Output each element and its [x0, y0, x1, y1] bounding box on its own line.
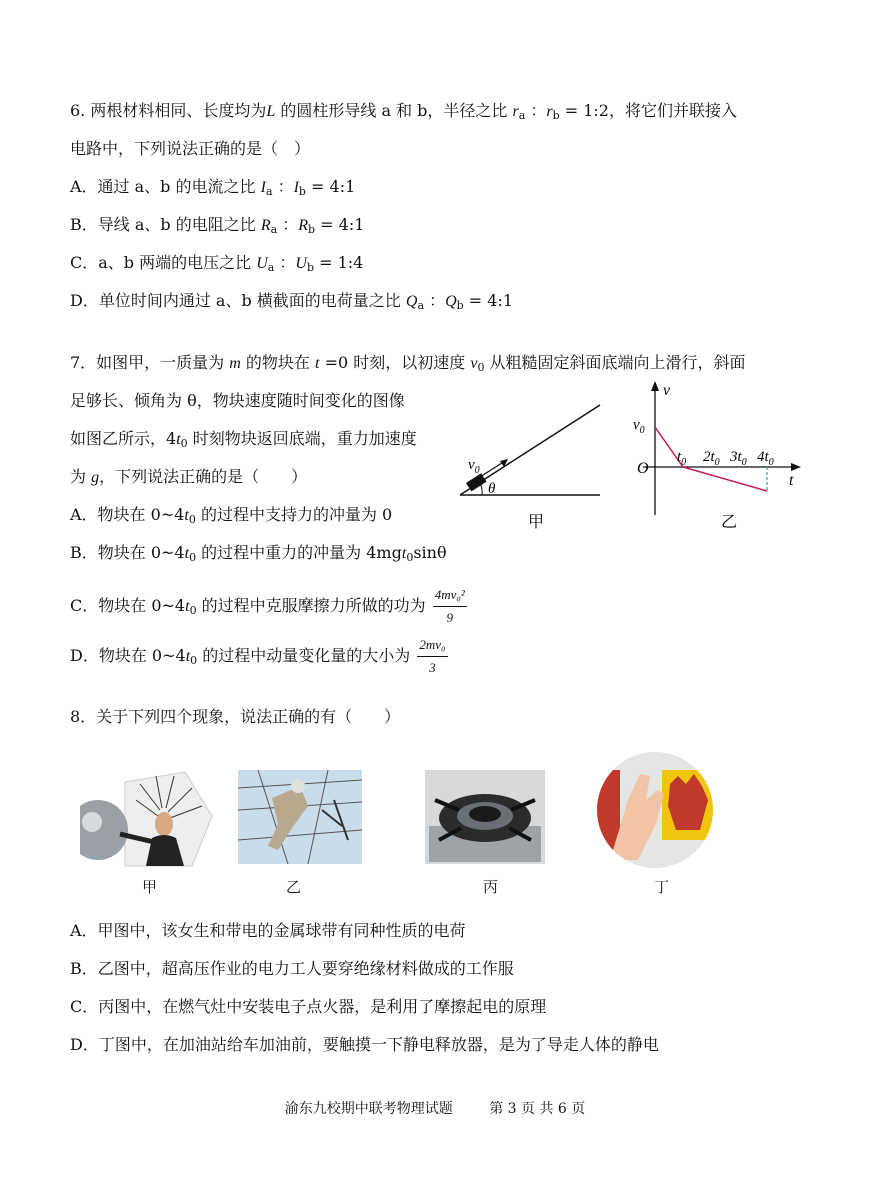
tick-t0: $t_0$: [677, 449, 687, 468]
page-footer: [0, 1098, 870, 1118]
q7-option-a: A．物块在 $0\sim 4t_0$ 的过程中支持力的冲量为 0: [70, 505, 393, 526]
photo-yi: [238, 770, 362, 864]
graph-caption: 乙: [721, 512, 738, 531]
incline-figure: [450, 395, 610, 535]
q7-option-d: D．物块在 $0\sim 4t_0$ 的过程中动量变化量的大小为 $\frac{\text{2mv₀}}{3}$: [70, 634, 448, 679]
t-axis-label: t: [789, 472, 794, 489]
q7-stem-line2: 足够长、倾角为 θ，物块速度随时间变化的图像: [70, 391, 405, 410]
caption-bing: 丙: [483, 878, 499, 896]
q7-stem-line1: 7．如图甲，一质量为 m 的物块在 t =0 时刻，以初速度 $v_0$ 从粗糙固定斜面底端向上滑行，斜面: [70, 353, 746, 374]
v0-label: $v_0$: [633, 417, 645, 436]
theta-label: θ: [488, 481, 496, 497]
vt-graph: [625, 375, 815, 535]
tick-3t0: $3t_0$: [730, 449, 747, 468]
q7-option-d-fraction: $\frac{\text{2mv₀}}{3}$: [417, 634, 447, 679]
caption-yi: 乙: [286, 878, 302, 896]
caption-jia: 甲: [142, 878, 158, 896]
v-axis-arrowhead: [651, 381, 659, 391]
q8-option-d: D．丁图中，在加油站给车加油前，要触摸一下静电释放器，是为了导走人体的静电: [70, 1035, 659, 1054]
q6-stem-line1: 6. 两根材料相同、长度均为L 的圆柱形导线 a 和 b，半径之比 $r_a$ ：$r_b$ = 1:2，将它们并联接入: [70, 101, 737, 122]
q8-stem: 8．关于下列四个现象，说法正确的有（ ）: [70, 707, 401, 726]
q6-option-b: B．导线 a、b 的电阻之比 $R_a$ ：$R_b$ = 4:1: [70, 215, 365, 236]
photo-jia: [80, 770, 220, 870]
q7-stem-line3: 如图乙所示，$4t_0$ 时刻物块返回底端，重力加速度: [70, 429, 417, 450]
q7-option-c: C．物块在 $0\sim 4t_0$ 的过程中克服摩擦力所做的功为 $\frac{\text{4mv₀²}}{9}$: [70, 584, 467, 629]
photo-bing: [425, 770, 545, 864]
q8-option-a: A．甲图中，该女生和带电的金属球带有同种性质的电荷: [70, 921, 466, 940]
tick-4t0: $4t_0$: [757, 449, 774, 468]
origin-label: O: [637, 460, 649, 477]
incline-v0-label: $v_0$: [468, 457, 480, 476]
v-axis-label: v: [663, 382, 671, 399]
q6-stem-line2: 电路中，下列说法正确的是（ ）: [70, 139, 311, 158]
q7-option-c-fraction: $\frac{\text{4mv₀²}}{9}$: [433, 584, 467, 629]
footer-title: 渝东九校期中联考物理试题: [284, 1101, 453, 1117]
q8-option-c: C．丙图中，在燃气灶中安装电子点火器，是利用了摩擦起电的原理: [70, 997, 547, 1016]
photo-ding: [588, 750, 722, 870]
theta-arc: [480, 483, 482, 495]
q6-option-a: A．通过 a、b 的电流之比 $I_a$ ：$I_b$ = 4:1: [70, 177, 356, 198]
q7-option-b: B．物块在 $0\sim 4t_0$ 的过程中重力的冲量为 4mgt$_0$sinθ: [70, 543, 447, 564]
tick-2t0: $2t_0$: [703, 449, 720, 468]
q7-stem-line4: 为 g，下列说法正确的是（ ）: [70, 467, 308, 486]
q8-option-b: B．乙图中，超高压作业的电力工人要穿绝缘材料做成的工作服: [70, 959, 514, 978]
q6-option-c: C．a、b 两端的电压之比 $U_a$ ：$U_b$ = 1:4: [70, 253, 364, 274]
t-axis-arrowhead: [791, 463, 801, 471]
footer-page-number: 第 3 页 共 6 页: [489, 1101, 586, 1117]
caption-ding: 丁: [654, 878, 670, 896]
incline-caption: 甲: [528, 512, 545, 531]
q6-option-d: D．单位时间内通过 a、b 横截面的电荷量之比 $Q_a$ ：$Q_b$ = 4:1: [70, 291, 514, 312]
